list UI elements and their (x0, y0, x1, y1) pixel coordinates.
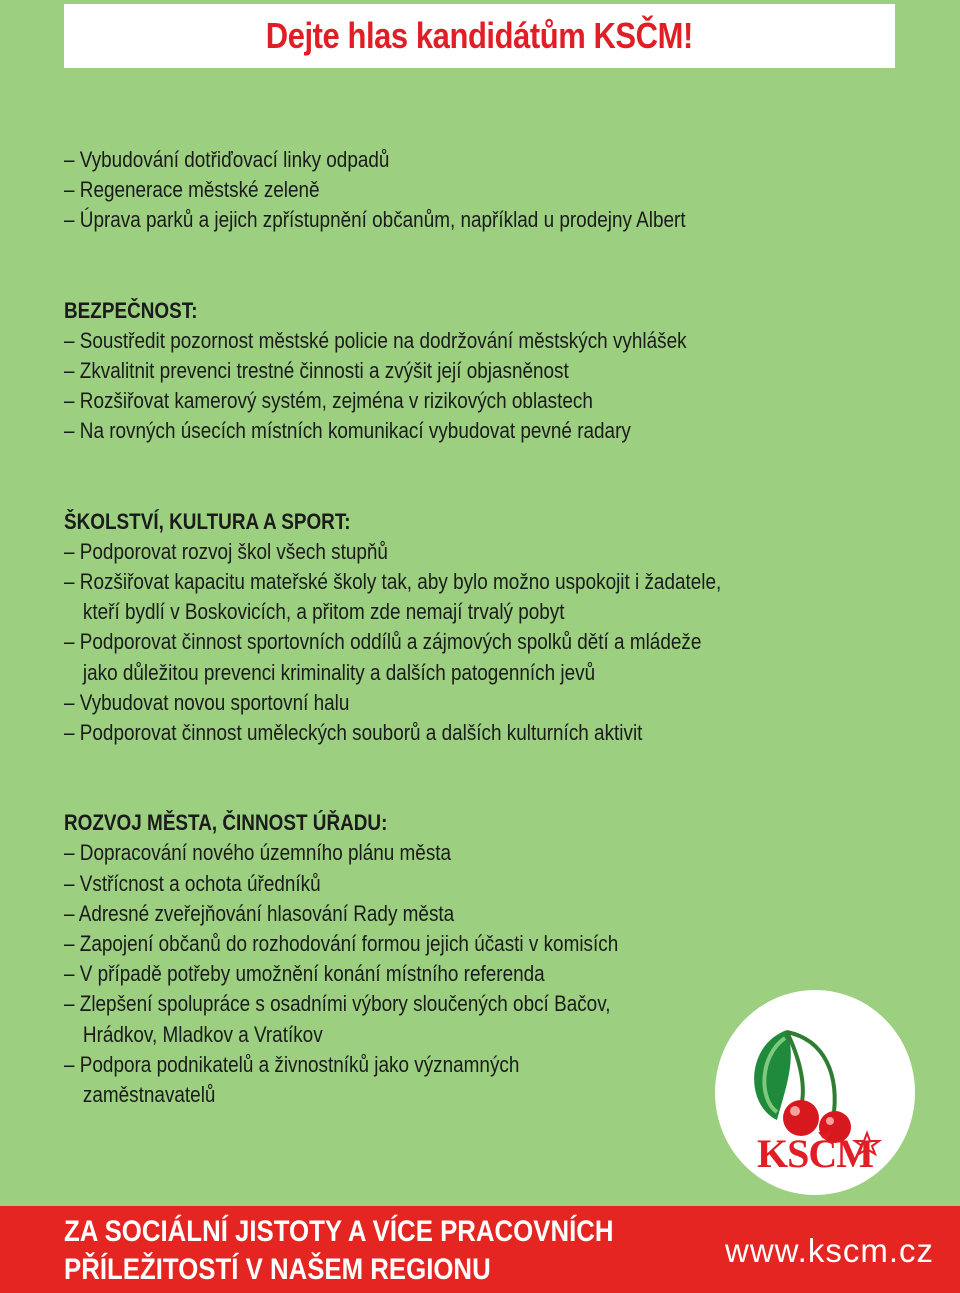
list-item: – Dopracování nového územního plánu města (64, 840, 452, 866)
slogan-line-2: PŘÍLEŽITOSTÍ V NAŠEM REGIONU (64, 1253, 491, 1286)
list-item: – V případě potřeby umožnění konání místního referenda (64, 961, 545, 987)
list-item: – Podpora podnikatelů a živnostníků jako významných (64, 1051, 520, 1077)
list-item: – Zapojení občanů do rozhodování formou jejich účasti v komisích (64, 931, 619, 957)
list-item: – Podporovat činnost uměleckých souborů a dalších kulturních aktivit (64, 720, 643, 746)
section-heading: BEZPEČNOST: (64, 297, 198, 323)
intro-list (64, 145, 904, 236)
list-item: – Regenerace městské zeleně (64, 177, 320, 203)
logo-text: KSČM (757, 1131, 873, 1176)
list-item-continuation: Hrádkov, Mladkov a Vratíkov (82, 1021, 323, 1047)
website-link[interactable]: www.kscm.cz (725, 1232, 934, 1269)
list-item-continuation: zaměstnavatelů (82, 1082, 216, 1108)
list-item: – Zkvalitnit prevenci trestné činnosti a zvýšit její objasněnost (64, 358, 569, 384)
section-security (64, 296, 904, 447)
section-heading: ŠKOLSTVÍ, KULTURA A SPORT: (64, 508, 351, 534)
list-item: – Soustředit pozornost městské policie na dodržování městských vyhlášek (64, 327, 687, 353)
page-title: Dejte hlas kandidátům KSČM! (265, 15, 694, 56)
list-item-continuation: jako důležitou prevenci kriminality a dalších patogenních jevů (82, 659, 596, 685)
list-item: – Adresné zveřejňování hlasování Rady města (64, 900, 455, 926)
list-item-continuation: kteří bydlí v Boskovicích, a přitom zde nemají trvalý pobyt (82, 599, 565, 625)
list-item: – Rozšiřovat kapacitu mateřské školy tak, aby bylo možno uspokojit i žadatele, (64, 569, 722, 595)
footer-slogan (64, 1213, 614, 1289)
section-education-culture-sport (64, 507, 904, 749)
kscm-logo (715, 990, 915, 1195)
list-item: – Zlepšení spolupráce s osadními výbory sloučených obcí Bačov, (64, 991, 611, 1017)
list-item: – Vybudování dotřiďovací linky odpadů (64, 147, 390, 172)
section-heading: ROZVOJ MĚSTA, ČINNOST ÚŘADU: (64, 810, 388, 836)
list-item: – Podporovat rozvoj škol všech stupňů (64, 538, 388, 564)
slogan-line-1: ZA SOCIÁLNÍ JISTOTY A VÍCE PRACOVNÍCH (64, 1215, 614, 1248)
list-item: – Úprava parků a jejich zpřístupnění občanům, například u prodejny Albert (64, 207, 686, 233)
header-banner (64, 4, 895, 68)
list-item: – Vstřícnost a ochota úředníků (64, 870, 321, 896)
list-item: – Na rovných úsecích místních komunikací vybudovat pevné radary (64, 418, 631, 444)
list-item: – Podporovat činnost sportovních oddílů a zájmových spolků dětí a mládeže (64, 629, 702, 655)
list-item: – Rozšiřovat kamerový systém, zejména v rizikových oblastech (64, 388, 593, 414)
list-item: – Vybudovat novou sportovní halu (64, 689, 350, 715)
program-content (64, 145, 904, 1110)
